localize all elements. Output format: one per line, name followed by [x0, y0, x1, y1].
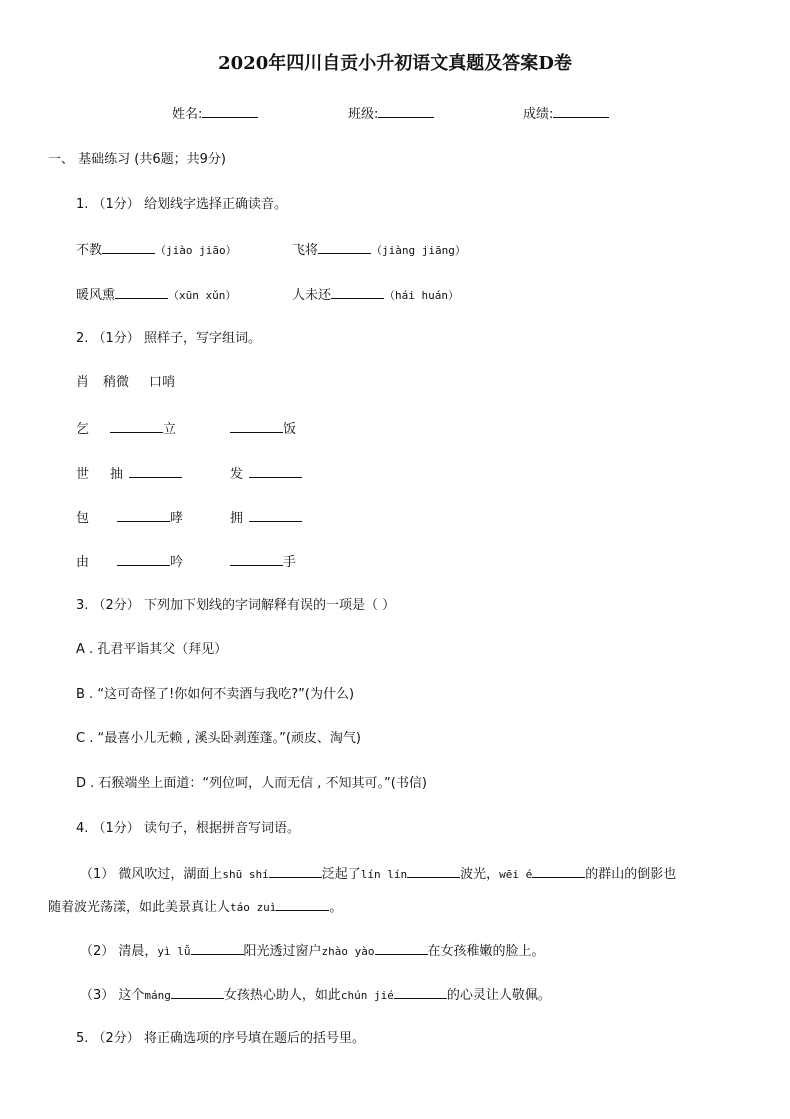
q2-row-3 — [76, 508, 183, 528]
q4-pinyin: shū shí — [222, 868, 269, 881]
q4-blank[interactable] — [407, 864, 460, 878]
q1-word-c: 暖风熏 — [76, 288, 116, 303]
section-heading: 一、 基础练习 (共6题；共9分) — [48, 152, 226, 167]
q1-row-1b — [292, 240, 466, 260]
q3-option-b[interactable]: B . “这可奇怪了!你如何不卖酒与我吃?”(为什么) — [76, 687, 355, 702]
q4-pinyin: wēi é — [499, 868, 533, 881]
q4-text: 。 — [329, 900, 343, 915]
q4-text: 泛起了 — [321, 867, 361, 882]
q1-word-d: 人未还 — [292, 288, 332, 303]
q2-char: 包 — [76, 511, 90, 526]
q1-options-c: （xūn xǔn） — [168, 289, 237, 302]
q2-blank[interactable] — [129, 464, 182, 478]
q1-stem: 1. （1分） 给划线字选择正确读音。 — [76, 197, 287, 212]
q4-text: 波光， — [460, 867, 500, 882]
q4-text: 阳光透过窗户 — [243, 944, 322, 959]
page-title: 2020年四川自贡小升初语文真题及答案D卷 — [218, 53, 572, 74]
q4-text: （1） 微风吹过，湖面上 — [80, 867, 223, 882]
q1-row-2 — [76, 285, 236, 305]
q2-char: 乞 — [76, 422, 90, 437]
q4-text: （2） 清晨， — [80, 944, 158, 959]
name-field — [172, 104, 258, 124]
q2-row-4b — [230, 552, 296, 572]
q4-pinyin: zhào yào — [321, 945, 375, 958]
q2-blank[interactable] — [230, 419, 283, 433]
class-label: 班级: — [348, 107, 379, 122]
q4-blank[interactable] — [171, 985, 224, 999]
q2-prefix: 抽 — [110, 467, 124, 482]
q1-row-2b — [292, 285, 459, 305]
q4-pinyin: chún jié — [340, 989, 394, 1002]
q1-blank-a[interactable] — [102, 240, 155, 254]
q4-pinyin: máng — [144, 989, 171, 1002]
q4-text: 女孩热心助人，如此 — [223, 988, 341, 1003]
q4-sentence-1-cont — [48, 897, 342, 917]
q2-stem: 2. （1分） 照样子，写字组词。 — [76, 331, 261, 346]
q1-word-b: 飞将 — [292, 243, 319, 258]
q2-row-3b — [230, 508, 302, 528]
class-blank[interactable] — [378, 104, 434, 118]
q2-suffix: 哮 — [170, 511, 184, 526]
q2-row-4 — [76, 552, 183, 572]
q1-row-1 — [76, 240, 237, 260]
q4-pinyin: táo zuì — [230, 901, 277, 914]
q2-blank[interactable] — [117, 508, 170, 522]
q2-prefix: 拥 — [230, 511, 244, 526]
q2-blank[interactable] — [230, 552, 283, 566]
q1-blank-b[interactable] — [318, 240, 371, 254]
q2-row-2b — [230, 464, 302, 484]
score-blank[interactable] — [553, 104, 609, 118]
q4-text: （3） 这个 — [80, 988, 145, 1003]
score-field — [523, 104, 609, 124]
q2-example-char: 肖 — [76, 375, 90, 390]
q4-text: 随着波光荡漾，如此美景真让人 — [48, 900, 231, 915]
q2-blank[interactable] — [249, 464, 302, 478]
q4-text: 的群山的倒影也 — [585, 867, 677, 882]
q2-char: 世 — [76, 467, 90, 482]
q2-example — [76, 374, 175, 392]
q4-stem: 4. （1分） 读句子，根据拼音写词语。 — [76, 821, 300, 836]
q2-suffix: 饭 — [283, 422, 297, 437]
q1-options-a: （jiào jiāo） — [155, 244, 237, 257]
q1-options-d: （hái huán） — [384, 289, 459, 302]
score-label: 成绩: — [523, 107, 554, 122]
q4-blank[interactable] — [375, 941, 428, 955]
q2-blank[interactable] — [117, 552, 170, 566]
q2-example-word2: 口哨 — [149, 375, 176, 390]
q4-sentence-1 — [80, 864, 676, 884]
q2-row-1b — [230, 419, 296, 439]
q4-blank[interactable] — [532, 864, 585, 878]
q2-prefix: 发 — [230, 467, 244, 482]
q2-blank[interactable] — [249, 508, 302, 522]
q4-text: 在女孩稚嫩的脸上。 — [427, 944, 545, 959]
q4-sentence-3 — [80, 985, 551, 1005]
q4-blank[interactable] — [276, 897, 329, 911]
q2-suffix: 手 — [283, 555, 297, 570]
q3-option-c[interactable]: C . “最喜小儿无赖 , 溪头卧剥莲蓬。”(顽皮、淘气) — [76, 731, 361, 746]
q1-blank-c[interactable] — [115, 285, 168, 299]
name-label: 姓名: — [172, 107, 203, 122]
q4-pinyin: yì lǚ — [157, 945, 191, 958]
q4-sentence-2 — [80, 941, 545, 961]
q1-blank-d[interactable] — [331, 285, 384, 299]
q3-stem: 3. （2分） 下列加下划线的字词解释有误的一项是（ ） — [76, 598, 396, 613]
q2-suffix: 吟 — [170, 555, 184, 570]
q4-text: 的心灵让人敬佩。 — [446, 988, 551, 1003]
q4-blank[interactable] — [191, 941, 244, 955]
q5-stem: 5. （2分） 将正确选项的序号填在题后的括号里。 — [76, 1031, 365, 1046]
q4-blank[interactable] — [394, 985, 447, 999]
q3-option-d[interactable]: D . 石猴端坐上面道：“列位呵，人而无信 , 不知其可。”(书信) — [76, 776, 427, 791]
q4-blank[interactable] — [269, 864, 322, 878]
q2-row-1 — [76, 419, 176, 439]
q1-word-a: 不教 — [76, 243, 103, 258]
q2-suffix: 立 — [163, 422, 177, 437]
name-blank[interactable] — [202, 104, 258, 118]
q2-example-word1: 稍微 — [103, 375, 130, 390]
q3-option-a[interactable]: A . 孔君平诣其父（拜见） — [76, 642, 228, 657]
q4-pinyin: lín lín — [360, 868, 408, 881]
class-field — [348, 104, 434, 124]
q1-options-b: （jiàng jiāng） — [371, 244, 466, 257]
q2-blank[interactable] — [110, 419, 163, 433]
q2-row-2 — [76, 464, 182, 484]
q2-char: 由 — [76, 555, 90, 570]
